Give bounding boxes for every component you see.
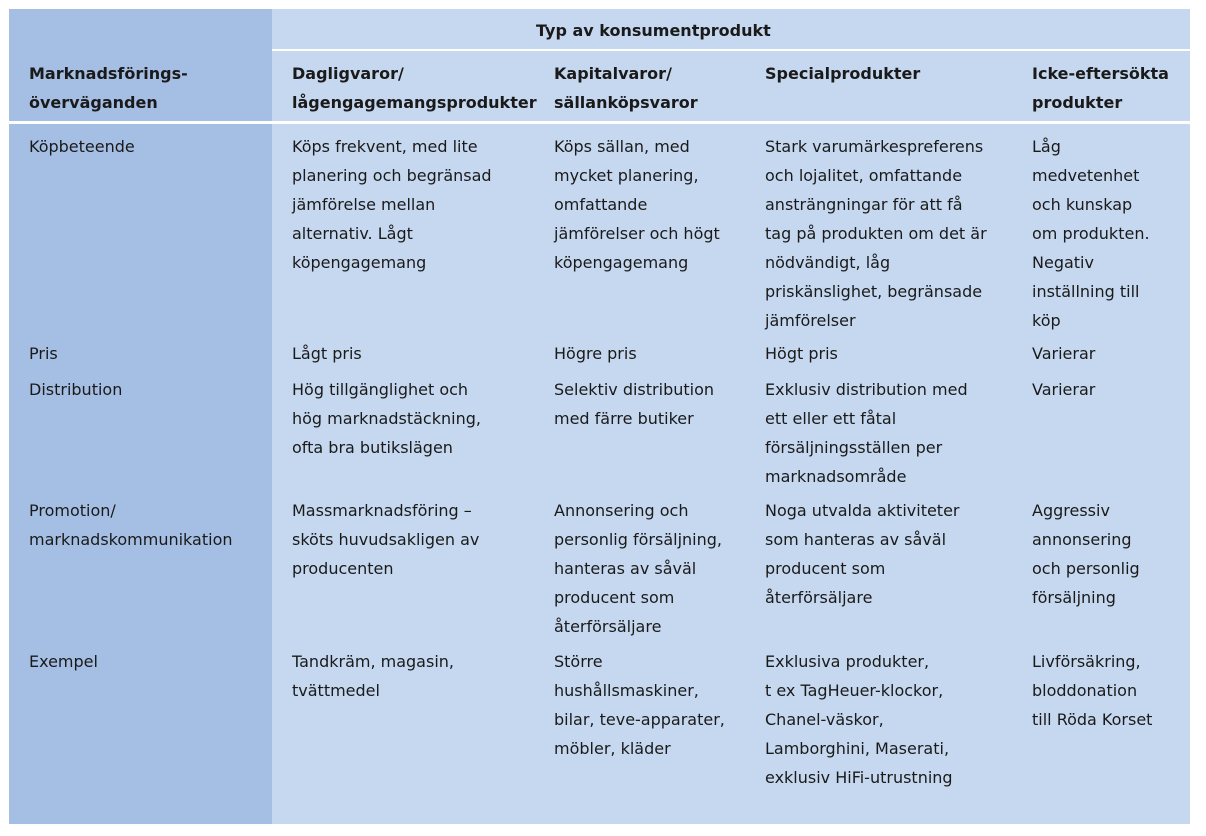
table-cell: Livförsäkring, bloddonation till Röda Korset <box>1032 652 1153 729</box>
table-cell: Hög tillgänglighet och hög marknadstäckning, ofta bra butikslägen <box>292 380 481 457</box>
row-label-kopbeteende: Köpbeteende <box>29 137 135 156</box>
table-cell: Aggressiv annonsering och personlig försäljning <box>1032 501 1140 607</box>
header-bottom-divider <box>9 121 1190 124</box>
table-cell: Större hushållsmaskiner, bilar, teve-apparater, möbler, kläder <box>554 652 725 758</box>
table-cell: Låg medvetenhet och kunskap om produkten. Negativ inställning till köp <box>1032 137 1150 330</box>
column-header-icke-eftersokta: Icke-eftersökta produkter <box>1032 64 1169 112</box>
table-cell: Selektiv distribution med färre butiker <box>554 380 715 428</box>
corner-header: Marknadsförings- överväganden <box>29 64 188 112</box>
table-cell: Köps frekvent, med lite planering och begränsad jämförelse mellan alternativ. Lågt köpengagemang <box>292 137 492 272</box>
table-cell: Varierar <box>1032 380 1096 399</box>
comparison-table <box>9 9 1190 824</box>
table-cell: Noga utvalda aktiviteter som hanteras av såväl producent som återförsäljare <box>765 501 960 607</box>
column-header-specialprodukter: Specialprodukter <box>765 64 921 83</box>
table-cell: Varierar <box>1032 344 1096 363</box>
row-label-pris: Pris <box>29 344 58 363</box>
row-label-exempel: Exempel <box>29 652 98 671</box>
table-cell: Högt pris <box>765 344 838 363</box>
table-cell: Köps sällan, med mycket planering, omfattande jämförelser och högt köpengagemang <box>554 137 720 272</box>
table-cell: Tandkräm, magasin, tvättmedel <box>292 652 454 700</box>
column-header-dagligvaror: Dagligvaror/ lågengagemangsprodukter <box>292 64 537 112</box>
header-divider <box>272 49 1190 51</box>
table-cell: Annonsering och personlig försäljning, hanteras av såväl producent som återförsäljare <box>554 501 722 636</box>
table-cell: Stark varumärkespreferens och lojalitet, omfattande ansträngningar för att få tag på produkten om det är nödvändigt, låg priskänslighet, begränsade jämförelser <box>765 137 987 330</box>
row-label-promotion: Promotion/ marknadskommunikation <box>29 501 233 549</box>
table-cell: Exklusiva produkter, t ex TagHeuer-klockor, Chanel-väskor, Lamborghini, Maserati, exklusiv HiFi-utrustning <box>765 652 953 787</box>
table-cell: Exklusiv distribution med ett eller ett fåtal försäljningsställen per marknadsområde <box>765 380 968 486</box>
group-header: Typ av konsumentprodukt <box>536 21 771 40</box>
table-cell: Lågt pris <box>292 344 362 363</box>
row-label-distribution: Distribution <box>29 380 123 399</box>
table-cell: Massmarknadsföring – sköts huvudsakligen av producenten <box>292 501 480 578</box>
table-cell: Högre pris <box>554 344 637 363</box>
column-header-kapitalvaror: Kapitalvaror/ sällanköpsvaror <box>554 64 698 112</box>
